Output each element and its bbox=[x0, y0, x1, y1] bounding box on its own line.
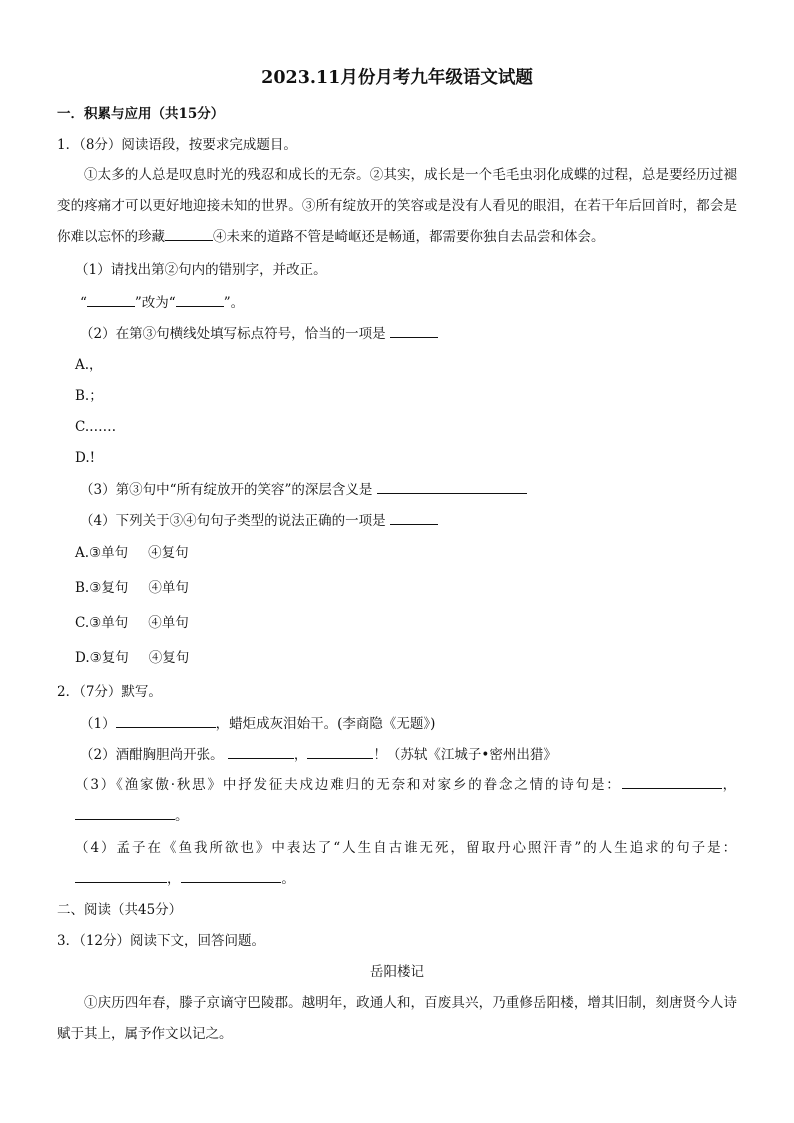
option-a-part2: ④复句 bbox=[148, 545, 189, 561]
passage-text-before-blank: ①太多的人总是叹息时光的残忍和成长的无奈。②其实，成长是一个毛毛虫羽化成蝶的过程，总是要经历过褪变的疼痛才可以更好地迎接未知的世界。③所有绽放开的笑容或是没有人看见的眼泪，在若干年后回首时，都会是你难以忘怀的珍藏 bbox=[57, 167, 737, 245]
q2-sub1-blank[interactable] bbox=[116, 713, 216, 728]
option-b-part2: ④单句 bbox=[148, 580, 189, 596]
q2-sub4 bbox=[75, 833, 737, 895]
q1-sub4-option-d[interactable] bbox=[75, 648, 189, 668]
passage-text-after-blank: ④未来的道路不管是崎岖还是畅通，都需要你独自去品尝和体会。 bbox=[213, 229, 605, 245]
change-to-text: ”改为“ bbox=[134, 295, 176, 311]
q2-sub4-blank-1[interactable] bbox=[75, 868, 167, 883]
q2-sub3-comma: ， bbox=[721, 777, 737, 793]
q2-sub1 bbox=[80, 713, 435, 734]
option-d-part2: ④复句 bbox=[148, 650, 190, 666]
section-2-heading: 二、阅读（共45分） bbox=[57, 902, 183, 918]
option-d-part1: D.③复句 bbox=[75, 650, 129, 666]
q1-sub3-answer-blank[interactable] bbox=[377, 479, 527, 494]
q2-sub2-blank-1[interactable] bbox=[228, 744, 294, 759]
q1-sub4-answer-blank[interactable] bbox=[390, 510, 438, 525]
open-quote: “ bbox=[80, 295, 87, 311]
option-a-part1: A.③单句 bbox=[75, 545, 129, 561]
q2-sub4-end: 。 bbox=[281, 871, 296, 887]
q1-sub2-option-b[interactable]: B.； bbox=[75, 388, 103, 404]
q2-sub4-comma: ， bbox=[167, 871, 182, 887]
q1-sub2-text: （2）在第③句横线处填写标点符号，恰当的一项是 bbox=[80, 326, 386, 342]
q2-sub2-head: （2）酒酣胸胆尚开张。 bbox=[80, 747, 224, 763]
option-b-part1: B.③复句 bbox=[75, 580, 129, 596]
q2-sub2-comma: ， bbox=[293, 747, 308, 763]
question-1-passage bbox=[57, 160, 737, 253]
q1-sub4-prompt bbox=[80, 510, 438, 531]
q1-sub2-option-d[interactable]: D.! bbox=[75, 450, 96, 466]
q1-sub3-prompt bbox=[80, 479, 527, 500]
section-1-heading: 一．积累与应用（共15分） bbox=[57, 106, 225, 122]
q1-sub4-option-a[interactable] bbox=[75, 543, 189, 563]
q1-sub4-option-b[interactable] bbox=[75, 578, 189, 598]
q2-sub3-end: 。 bbox=[175, 808, 190, 824]
essay-title: 岳阳楼记 bbox=[370, 964, 424, 980]
q2-sub2 bbox=[80, 744, 557, 765]
q1-sub2-prompt bbox=[80, 323, 438, 344]
question-1-stem: 1．（8分）阅读语段，按要求完成题目。 bbox=[57, 137, 297, 153]
q1-sub3-text: （3）第③句中“所有绽放开的笑容”的深层含义是 bbox=[80, 482, 373, 498]
passage-blank[interactable] bbox=[165, 226, 213, 241]
q1-sub4-text: （4）下列关于③④句句子类型的说法正确的一项是 bbox=[80, 513, 386, 529]
q2-sub3-blank-2[interactable] bbox=[75, 805, 175, 820]
wrong-char-blank[interactable] bbox=[87, 292, 135, 307]
q2-sub4-blank-2[interactable] bbox=[181, 868, 281, 883]
q1-sub1-answer-line bbox=[80, 292, 244, 313]
q1-sub1-prompt: （1）请找出第②句内的错别字，并改正。 bbox=[75, 262, 327, 278]
correct-char-blank[interactable] bbox=[176, 292, 224, 307]
q2-sub4-text: （4）孟子在《鱼我所欲也》中表达了“人生自古谁无死，留取丹心照汗青”的人生追求的句子是： bbox=[75, 840, 737, 856]
q1-sub2-option-a[interactable]: A.， bbox=[75, 357, 103, 373]
q1-sub2-answer-blank[interactable] bbox=[390, 323, 438, 338]
page-title: 2023.11月份月考九年级语文试题 bbox=[261, 68, 533, 88]
q2-sub2-blank-2[interactable] bbox=[307, 744, 373, 759]
option-c-part2: ④单句 bbox=[148, 615, 189, 631]
close-quote: ”。 bbox=[223, 295, 245, 311]
q1-sub2-option-c[interactable]: C.…… bbox=[75, 419, 117, 435]
option-c-part1: C.③单句 bbox=[75, 615, 129, 631]
question-2-stem: 2．（7分）默写。 bbox=[57, 684, 162, 700]
q2-sub2-tail: ！（苏轼《江城子•密州出猎》 bbox=[373, 747, 557, 763]
q2-sub3 bbox=[75, 770, 737, 832]
q2-sub1-tail: ，蜡炬成灰泪始干。(李商隐《无题》) bbox=[215, 716, 436, 732]
q2-sub3-blank-1[interactable] bbox=[622, 774, 722, 789]
q2-sub3-text: （3）《渔家傲·秋思》中抒发征夫戍边难归的无奈和对家乡的眷念之情的诗句是： bbox=[75, 777, 622, 793]
q2-sub1-number: （1） bbox=[80, 716, 116, 732]
question-3-stem: 3．（12分）阅读下文，回答问题。 bbox=[57, 933, 266, 949]
essay-paragraph-1: ①庆历四年春，滕子京谪守巴陵郡。越明年，政通人和，百废具兴，乃重修岳阳楼，增其旧制，刻唐贤今人诗赋于其上，属予作文以记之。 bbox=[57, 995, 737, 1042]
q1-sub4-option-c[interactable] bbox=[75, 613, 189, 633]
